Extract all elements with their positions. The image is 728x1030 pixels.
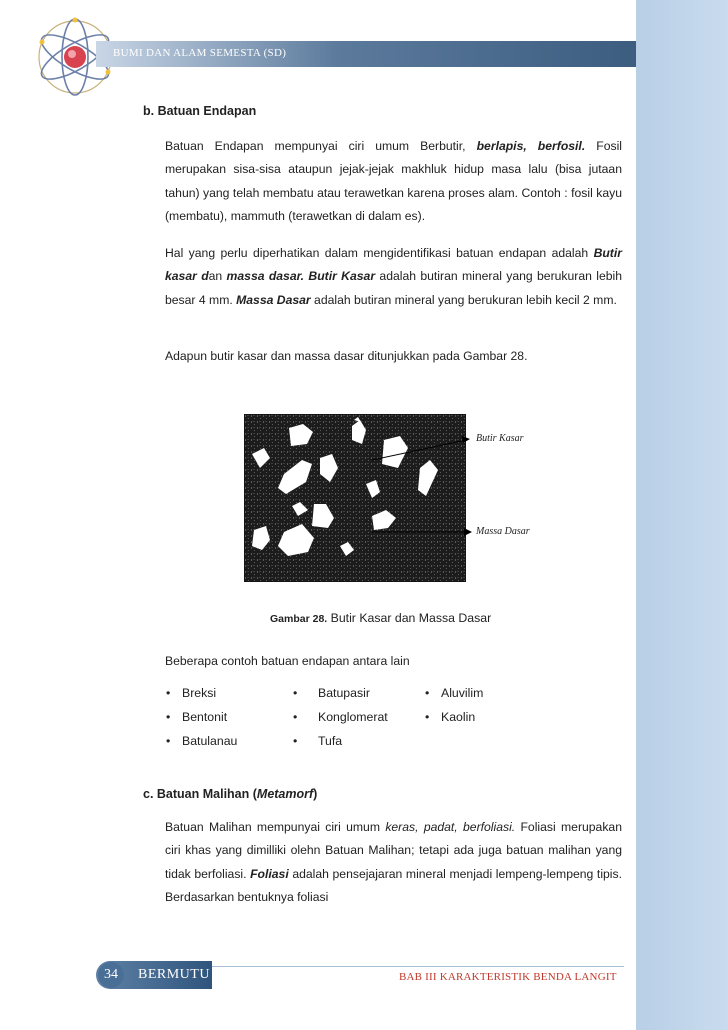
list-item: • Batupasir: [293, 686, 370, 700]
examples-intro: Beberapa contoh batuan endapan antara lain: [165, 654, 410, 668]
label-butir-kasar: Butir Kasar: [476, 433, 524, 444]
list-item: • Breksi: [166, 686, 217, 700]
section-b-title: b. Batuan Endapan: [143, 104, 257, 118]
list-item: • Kaolin: [425, 710, 476, 724]
right-sidebar-band: [636, 0, 728, 1030]
section-c-title: c. Batuan Malihan (Metamorf): [143, 787, 318, 801]
figure-caption: Gambar 28. Butir Kasar dan Massa Dasar: [270, 611, 492, 625]
list-item: • Aluvilim: [425, 686, 484, 700]
footer-chapter-title: BAB III KARAKTERISTIK BENDA LANGIT: [399, 971, 617, 983]
page-number: 34: [98, 962, 124, 988]
figure-arrows: [370, 430, 478, 542]
label-massa-dasar: Massa Dasar: [476, 526, 530, 537]
section-b-paragraph-2: Hal yang perlu diperhatikan dalam mengidentifikasi batuan endapan adalah Butir kasar dan massa dasar. Butir Kasar adalah butiran mineral yang berukuran lebih besar 4 mm. Massa Dasar adalah butiran mineral yang berukuran lebih kecil 2 mm.: [165, 246, 623, 307]
list-item: • Tufa: [293, 734, 343, 748]
footer-brand: BERMUTU: [138, 967, 210, 982]
running-header-title: BUMI DAN ALAM SEMESTA (SD): [113, 47, 287, 59]
section-b-paragraph-3: Adapun butir kasar dan massa dasar ditunjukkan pada Gambar 28.: [165, 349, 528, 363]
section-c-paragraph-1: Batuan Malihan mempunyai ciri umum keras, padat, berfoliasi. Foliasi merupakan ciri khas yang dimilliki olehn Batuan Malihan; tetapi ada juga batuan malihan yang tidak berfoliasi. Foliasi adalah pensejajaran mineral menjadi lempeng-lempeng tipis. Berdasarkan bentuknya foliasi: [165, 820, 622, 904]
list-item: • Bentonit: [166, 710, 228, 724]
list-item: • Batulanau: [166, 734, 238, 748]
section-b-paragraph-1: Batuan Endapan mempunyai ciri umum Berbutir, berlapis, berfosil. Fosil merupakan sisa-sisa ataupun jejak-jejak makhluk hidup masa lalu (bisa jutaan tahun) yang telah membatu atau terawetkan karena proses alam. Contoh : fosil kayu (membatu), mammuth (terawetkan di dalam es).: [165, 139, 622, 223]
list-item: • Konglomerat: [293, 710, 388, 724]
